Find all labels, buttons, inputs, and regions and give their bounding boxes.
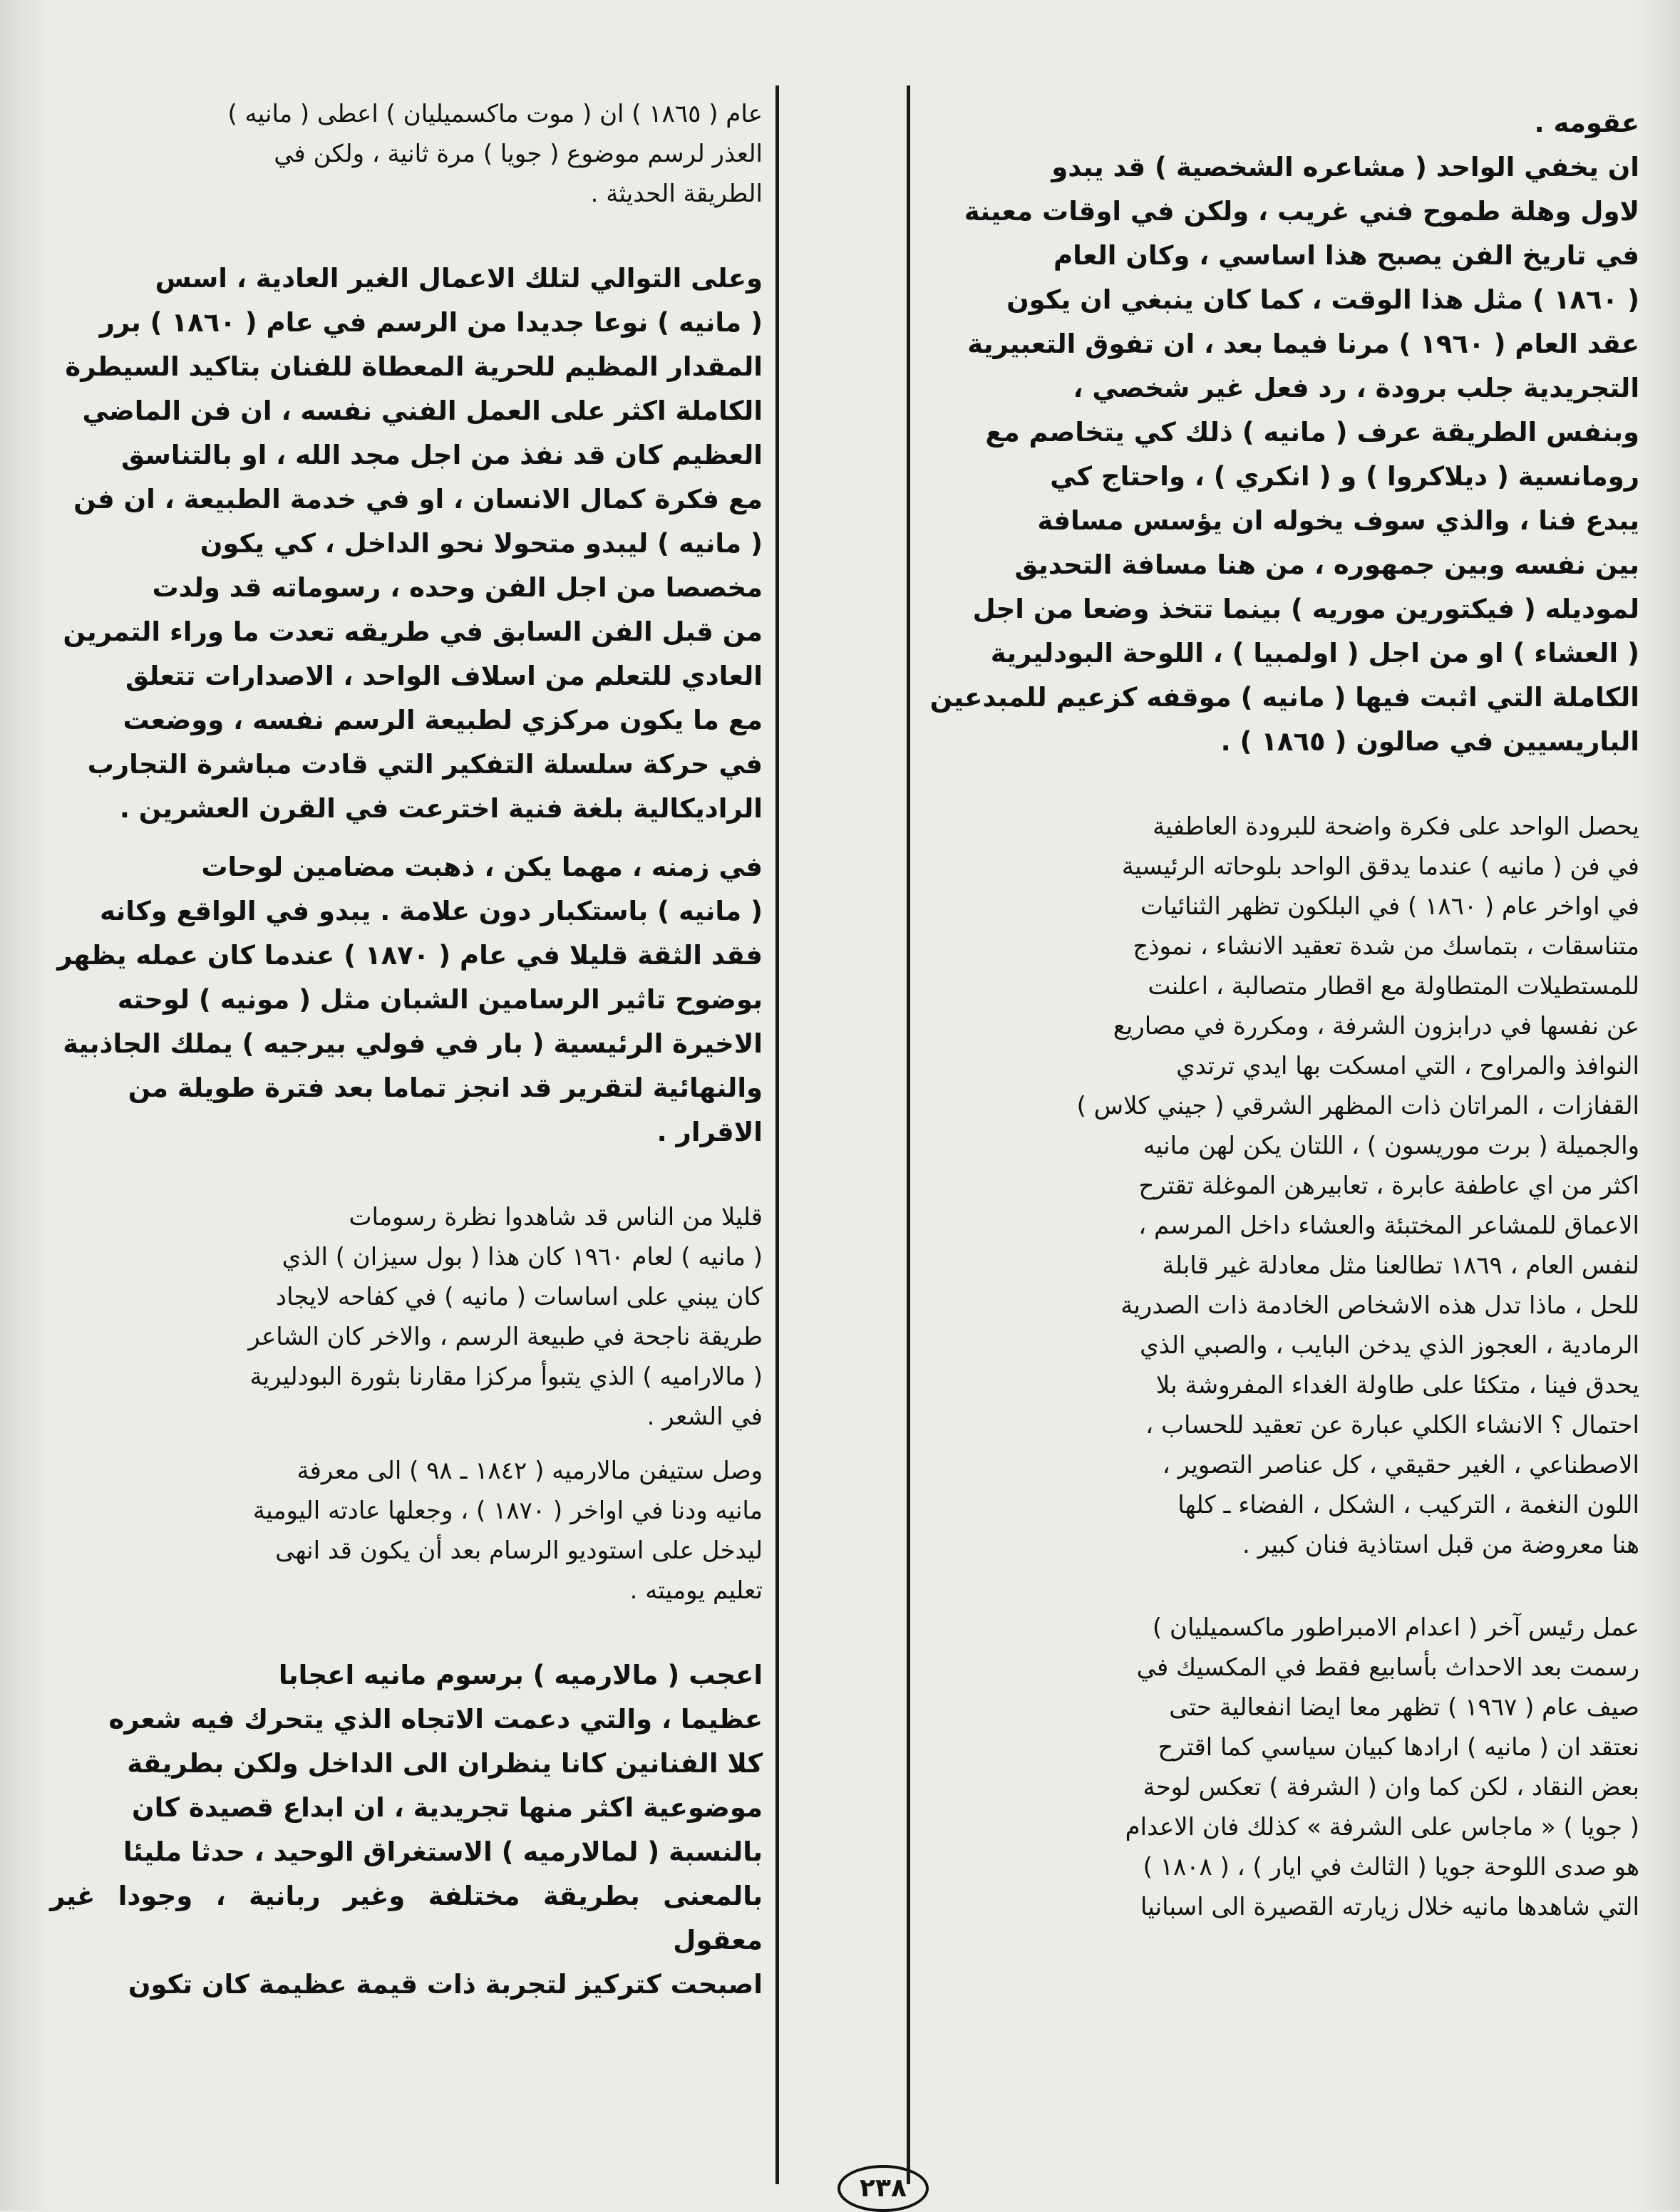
column-rule-left: [775, 86, 779, 2184]
facing-page-bleed: [1636, 0, 1680, 2211]
paragraph: وصل ستيفن مالارميه ( ١٨٤٢ ـ ٩٨ ) الى معرفة مانيه ودنا في اواخر ( ١٨٧٠ ) ، وجعلها عادته اليومية ليدخل على استوديو الرسام بعد أن يكون قد انهى تعليم يوميته .: [252, 1457, 763, 1605]
paragraph: اعجب ( مالارميه ) برسوم مانيه اعجابا عظيما ، والتي دعمت الاتجاه الذي يتحرك فيه شعره كلا الفنانين كانا ينظران الى الداخل ولكن بطريقة موضوعية اكثر منها تجريدية ، ان ابداع قصيدة كان بالنسبة ( لمالارميه ) الاستغراق الوحيد ، حدثا مليئا بالمعنى بطريقة مختلفة وغير ربانية ، وجودا غير معقول اصبحت كتركيز لتجربة ذات قيمة عظيمة كان تكون: [50, 1660, 763, 2000]
paragraph: في زمنه ، مهما يكن ، ذهبت مضامين لوحات ( مانيه ) باستكبار دون علامة . يبدو في الواقع وكانه فقد الثقة قليلا في عام ( ١٨٧٠ ) عندما كان عمله يظهر بوضوح تاثير الرسامين الشبان مثل ( مونيه ) لوحته الاخيرة الرئيسية ( بار في فولي بيرجيه ) يملك الجاذبية والنهائية لتقرير قد انجز تماما بعد فترة طويلة من الاقرار .: [57, 852, 763, 1147]
column-rule-right: [907, 86, 910, 2184]
paragraph: ان يخفي الواحد ( مشاعره الشخصية ) قد يبدو لاول وهلة طموح فني غريب ، ولكن في اوقات معينة في تاريخ الفن يصبح هذا اساسي ، وكان العام ( ١٨٦٠ ) مثل هذا الوقت ، كما كان ينبغي ان يكون عقد العام ( ١٩٦٠ ) مرنا فيما بعد ، ان تفوق التعبيرية التجريدية جلب برودة ، رد فعل غير شخصي ، وبنفس الطريقة عرف ( مانيه ) ذلك كي يتخاصم مع رومانسية ( ديلاكروا ) و ( انكري ) ، واحتاج كي يبدع فنا ، والذي سوف يخوله ان يؤسس مسافة بين نفسه وبين جمهوره ، من هنا مسافة التحديق لموديله ( فيكتورين موريه ) بينما تتخذ وضعا من اجل ( العشاء ) او من اجل ( اولمبيا ) ، اللوحة البودليرية الكاملة التي اثبت فيها ( مانيه ) موقفه كزعيم للمبدعين الباريسيين في صالون ( ١٨٦٥ ) .: [929, 152, 1639, 757]
paragraph: يحصل الواحد على فكرة واضحة للبرودة العاطفية في فن ( مانيه ) عندما يدقق الواحد بلوحاته الرئيسية في اواخر عام ( ١٨٦٠ ) في البلكون تظهر الثنائيات متناسقات ، بتماسك من شدة تعقيد الانشاء ، نموذج للمستطيلات المتطاولة مع اقطار متصالبة ، اعلنت عن نفسها في درابزون الشرفة ، ومكررة في مصاريع النوافذ والمراوح ، التي امسكت بها ايدي ترتدي القفازات ، المراتان ذات المظهر الشرقي ( جيني كلاس ) والجميلة ( برت موريسون ) ، اللتان يكن لهن مانيه اكثر من اي عاطفة عابرة ، تعابيرهن الموغلة تقترح الاعماق للمشاعر المختبئة والعشاء داخل المرسم ، لنفس العام ، ١٨٦٩ تطالعنا مثل معادلة غير قابلة للحل ، ماذا تدل هذه الاشخاص الخادمة ذات الصدرية الرمادية ، العجوز الذي يدخن البايب ، والصبي الذي يحدق فينا ، متكئا على طاولة الغداء المفروشة بلا احتمال ؟ الانشاء الكلي عبارة عن تعقيد للحساب ، الاصطناعي ، الغير حقيقي ، كل عناصر التصوير ، اللون النغمة ، التركيب ، الشكل ، الفضاء ـ كلها هنا معروضة من قبل استاذية فنان كبير .: [1076, 812, 1639, 1559]
paragraph: قليلا من الناس قد شاهدوا نظرة رسومات ( مانيه ) لعام ١٩٦٠ كان هذا ( بول سيزان ) الذي كان يبني على اساسات ( مانيه ) في كفاحه لايجاد طريقة ناجحة في طبيعة الرسم ، والاخر كان الشاعر ( مالارامیه ) الذي يتبوأ مركزا مقارنا بثورة البودليرية في الشعر .: [248, 1203, 763, 1431]
paragraph: عقومه .: [1534, 108, 1639, 138]
page-edge-shadow: [0, 0, 50, 2211]
right-column: [927, 101, 1639, 1927]
left-column: [50, 94, 763, 2007]
page-number: ٢٣٨: [838, 2165, 929, 2212]
paragraph: عام ( ١٨٦٥ ) ان ( موت ماكسميليان ) اعطى ( مانيه ) العذر لرسم موضوع ( جويا ) مرة ثانية ، ولكن في الطريقة الحديثة .: [227, 100, 763, 208]
paragraph: وعلى التوالي لتلك الاعمال الغير العادية ، اسس ( مانيه ) نوعا جديدا من الرسم في عام ( ١٨٦٠ ) برر المقدار المظيم للحرية المعطاة للفنان بتاكيد السيطرة الكاملة اكثر على العمل الفني نفسه ، ان فن الماضي العظيم كان قد نفذ من اجل مجد الله ، او بالتناسق مع فكرة كمال الانسان ، او في خدمة الطبيعة ، ان فن ( مانيه ) ليبدو متحولا نحو الداخل ، كي يكون مخصصا من اجل الفن وحده ، رسوماته قد ولدت من قبل الفن السابق في طريقه تعدت ما وراء التمرين العادي للتعلم من اسلاف الواحد ، الاصدارات تتعلق مع ما يكون مركزي لطبيعة الرسم نفسه ، ووضعت في حركة سلسلة التفكير التي قادت مباشرة التجارب الراديكالية بلغة فنية اخترعت في القرن العشرين .: [63, 263, 763, 824]
paragraph: عمل رئيس آخر ( اعدام الامبراطور ماكسميليان ) رسمت بعد الاحداث بأسابيع فقط في المكسيك في صيف عام ( ١٩٦٧ ) تظهر معا ايضا انفعالية حتى نعتقد ان ( مانيه ) ارادها كبيان سياسي كما اقترح بعض النقاد ، لكن كما وان ( الشرفة ) تعكس لوحة ( جويا ) « ماجاس على الشرفة » كذلك فان الاعدام هو صدى اللوحة جويا ( الثالث في ايار ) ، ( ١٨٠٨ ) التي شاهدها مانيه خلال زيارته القصيرة الى اسبانيا: [1125, 1613, 1639, 1921]
